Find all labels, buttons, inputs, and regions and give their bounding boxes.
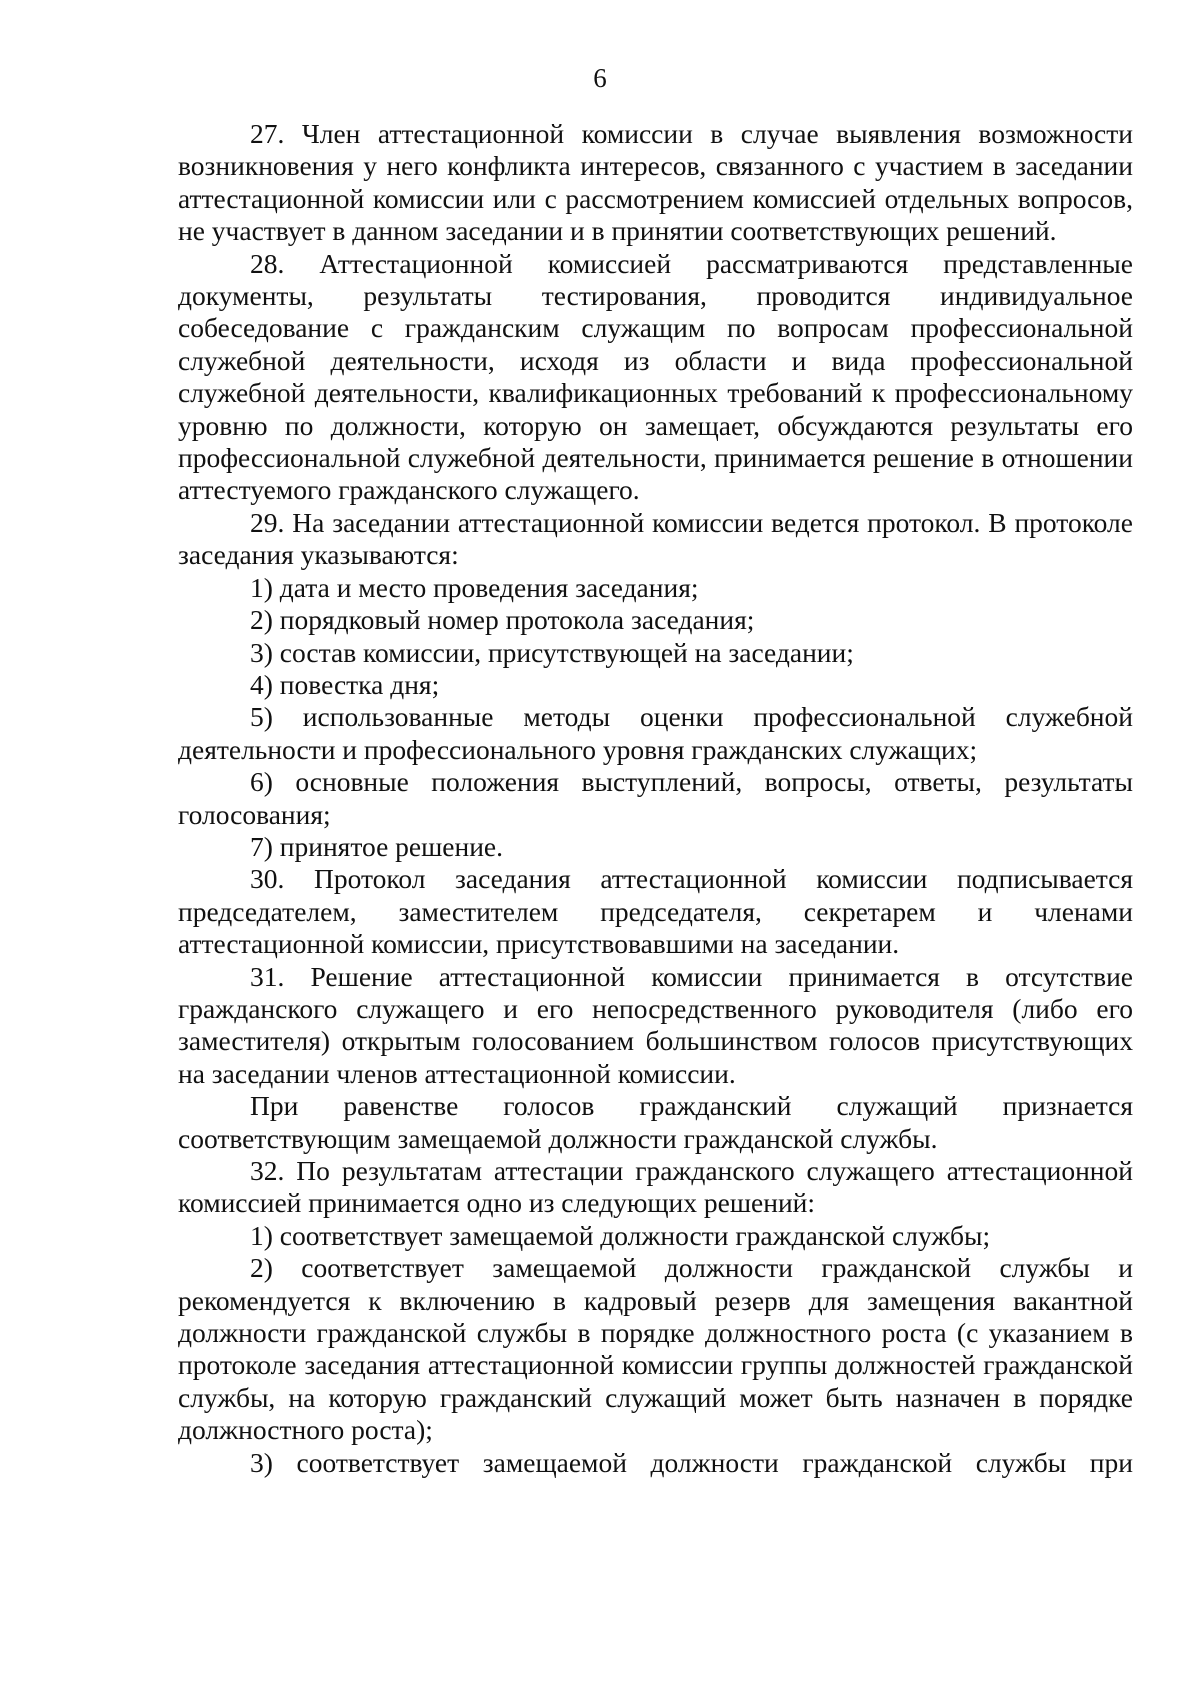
paragraph-28: 28. Аттестационной комиссией рассматриваются представленные документы, результаты тестирования, проводится индивидуальное собеседование с гражданским служащим по вопросам профессиональной служебной деятельности, исходя из области и вида профессиональной служебной деятельности, квалификационных требований к профессиональному уровню по должности, которую он замещает, обсуждаются результаты его профессиональной служебной деятельности, принимается решение в отношении аттестуемого гражданского служащего. [178,247,1133,506]
list-item-32-3: 3) соответствует замещаемой должности гражданской службы при [250,1446,1133,1478]
paragraph-29: 29. На заседании аттестационной комиссии ведется протокол. В протоколе заседания указываются: [178,506,1133,571]
list-item-29-2: 2) порядковый номер протокола заседания; [250,604,755,636]
paragraph-30: 30. Протокол заседания аттестационной комиссии подписывается председателем, заместителем председателя, секретарем и членами аттестационной комиссии, присутствовавшими на заседании. [178,863,1133,960]
list-item-29-6: 6) основные положения выступлений, вопросы, ответы, результаты голосования; [178,766,1133,830]
paragraph-32: 32. По результатам аттестации гражданского служащего аттестационной комиссией принимается одно из следующих решений: [178,1155,1133,1219]
list-item-32-1: 1) соответствует замещаемой должности гражданской службы; [250,1219,991,1251]
paragraph-27: 27. Член аттестационной комиссии в случае выявления возможности возникновения у него конфликта интересов, связанного с участием в заседании аттестационной комиссии или с рассмотрением комиссией отдельных вопросов, не участвует в данном заседании и в принятии соответствующих решений. [178,118,1133,247]
list-item-29-4: 4) повестка дня; [250,668,440,700]
list-item-29-5: 5) использованные методы оценки профессиональной служебной деятельности и профессионального уровня гражданских служащих; [178,701,1133,765]
list-item-29-1: 1) дата и место проведения заседания; [250,571,699,603]
paragraph-31: 31. Решение аттестационной комиссии принимается в отсутствие гражданского служащего и его непосредственного руководителя (либо его заместителя) открытым голосованием большинством голосов присутствующих на заседании членов аттестационной комиссии. [178,960,1133,1089]
list-item-32-2: 2) соответствует замещаемой должности гражданской службы и рекомендуется к включению в кадровый резерв для замещения вакантной должности гражданской службы в порядке должностного роста (с указанием в протоколе заседания аттестационной комиссии группы должностей гражданской службы, на которую гражданский служащий может быть назначен в порядке должностного роста); [178,1252,1133,1446]
paragraph-31-tie-vote: При равенстве голосов гражданский служащий признается соответствующим замещаемой должности гражданской службы. [178,1090,1133,1154]
document-body [178,118,1133,1479]
page-number: 6 [593,63,607,93]
list-item-29-7: 7) принятое решение. [250,830,504,862]
list-item-29-3: 3) состав комиссии, присутствующей на заседании; [250,636,854,668]
